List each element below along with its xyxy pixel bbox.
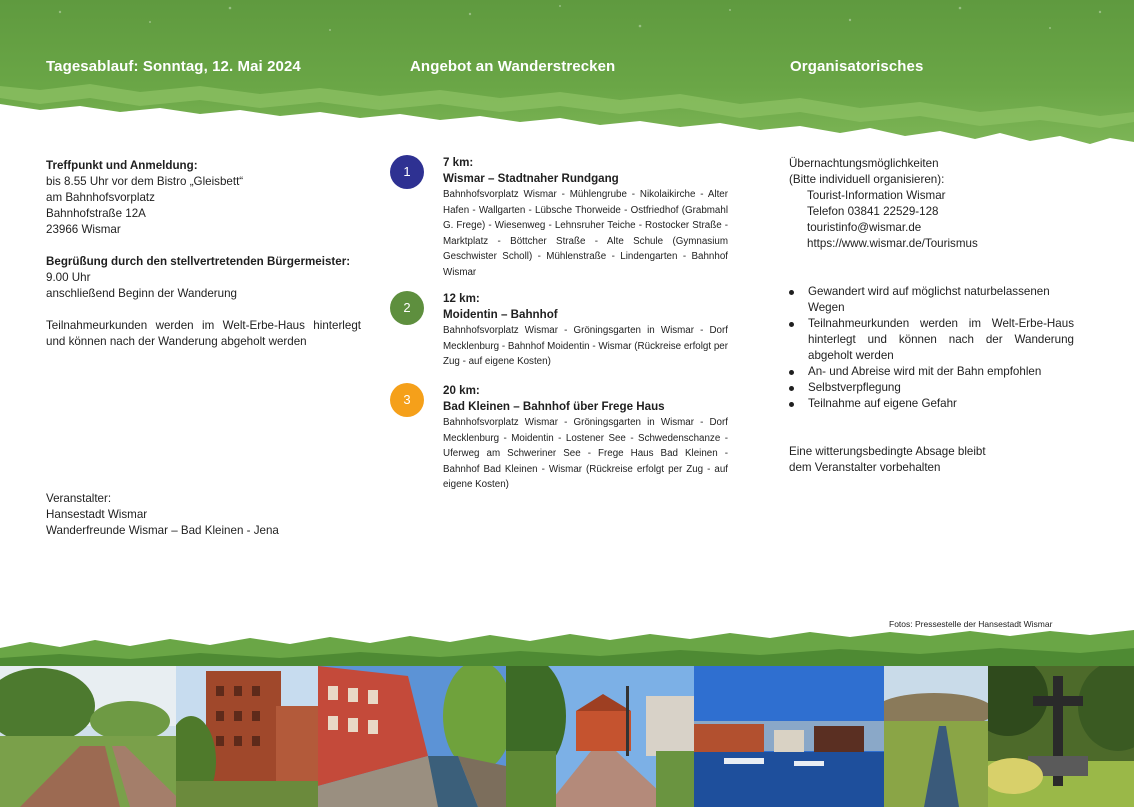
top-grass-band	[0, 0, 1134, 150]
photo-strip	[0, 666, 1134, 807]
route-distance: 20 km:	[443, 384, 480, 397]
meeting-line: am Bahnhofsvorplatz	[46, 191, 155, 204]
route-description: Bahnhofsvorplatz Wismar - Mühlengrube - Nikolaikirche - Alter Hafen - Wallgarten - Lübsche Thorweide - Ostfriedhof (Grabmahl G. Frege) - Wiesenweg - Lehnsruher Teiche - Rostocker Straße - Marktplatz - Böttcher Straße - Alte Schule (Gymnasium Geschwister Scholl) - Mühlenstraße - Lindengarten - Bahnhof Wismar	[443, 189, 728, 278]
weather-line: dem Veranstalter vorbehalten	[789, 461, 941, 474]
header-routes: Angebot an Wanderstrecken	[410, 58, 616, 75]
organizer-label: Veranstalter:	[46, 492, 112, 505]
contact-line: Tourist-Information Wismar	[807, 189, 946, 202]
bullet-item: Teilnahme auf eigene Gefahr	[789, 396, 1074, 412]
photo-memorial-cross	[988, 666, 1134, 807]
bullet-item: An- und Abreise wird mit der Bahn empfohlen	[789, 364, 1074, 380]
header-organization: Organisatorisches	[790, 58, 924, 75]
photo-promenade	[506, 666, 694, 807]
photo-railway-path	[0, 666, 176, 807]
route-description: Bahnhofsvorplatz Wismar - Gröningsgarten in Wismar - Dorf Mecklenburg - Moidentin - Lostener See - Schwedenschanze - Uferweg am Schweriner See - Frege Haus Bad Kleinen - Bahnhof Bad Kleinen - Wismar (Rückreise erfolgt per Zug - auf eigene Kosten)	[443, 417, 728, 491]
photo-stream	[884, 666, 988, 807]
photo-harbor	[694, 666, 884, 807]
route-distance: 7 km:	[443, 156, 474, 169]
welcome-title: Begrüßung durch den stellvertretenden Bürgermeister:	[46, 255, 351, 268]
bullet-item: Teilnahmeurkunden werden im Welt-Erbe-Haus hinterlegt und können nach der Wanderung abgeholt werden	[789, 316, 1074, 364]
route-number-badge: 1	[390, 155, 424, 189]
route-title: Bad Kleinen – Bahnhof über Frege Haus	[443, 400, 665, 413]
schedule-column	[46, 158, 361, 350]
route-description: Bahnhofsvorplatz Wismar - Gröningsgarten in Wismar - Dorf Mecklenburg - Bahnhof Moidentin - Wismar (Rückreise erfolgt per Zug - auf eigene Kosten)	[443, 325, 728, 368]
organizer-line: Hansestadt Wismar	[46, 508, 148, 521]
lodging-line: Übernachtungsmöglichkeiten	[789, 157, 939, 170]
bullet-item: Gewandert wird auf möglichst naturbelassenen Wegen	[789, 284, 1074, 316]
organizer-line: Wanderfreunde Wismar – Bad Kleinen - Jena	[46, 524, 279, 537]
welcome-line: 9.00 Uhr	[46, 271, 91, 284]
photo-credit: Fotos: Pressestelle der Hansestadt Wismar	[889, 619, 1053, 629]
organizer-block	[46, 491, 361, 539]
bottom-grass-band	[0, 628, 1134, 668]
info-bullet-list	[789, 284, 1074, 412]
meeting-line: bis 8.55 Uhr vor dem Bistro „Gleisbett“	[46, 175, 244, 188]
header-schedule: Tagesablauf: Sonntag, 12. Mai 2024	[46, 58, 301, 75]
photo-canal-houses	[318, 666, 506, 807]
organization-column	[789, 156, 1074, 476]
photo-brick-warehouse	[176, 666, 318, 807]
certificate-text: Teilnahmeurkunden werden im Welt-Erbe-Haus hinterlegt und können nach der Wanderung abgeholt werden	[46, 319, 361, 348]
route-title: Moidentin – Bahnhof	[443, 308, 558, 321]
meeting-line: 23966 Wismar	[46, 223, 121, 236]
route-number-badge: 2	[390, 291, 424, 325]
meeting-line: Bahnhofstraße 12A	[46, 207, 146, 220]
contact-phone: Telefon 03841 22529-128	[807, 205, 939, 218]
lodging-line: (Bitte individuell organisieren):	[789, 173, 945, 186]
contact-website: https://www.wismar.de/Tourismus	[807, 237, 978, 250]
bullet-item: Selbstverpflegung	[789, 380, 1074, 396]
meeting-title: Treffpunkt und Anmeldung:	[46, 159, 198, 172]
route-number-badge: 3	[390, 383, 424, 417]
route-title: Wismar – Stadtnaher Rundgang	[443, 172, 619, 185]
welcome-line: anschließend Beginn der Wanderung	[46, 287, 237, 300]
contact-email: touristinfo@wismar.de	[807, 221, 922, 234]
weather-line: Eine witterungsbedingte Absage bleibt	[789, 445, 986, 458]
route-distance: 12 km:	[443, 292, 480, 305]
